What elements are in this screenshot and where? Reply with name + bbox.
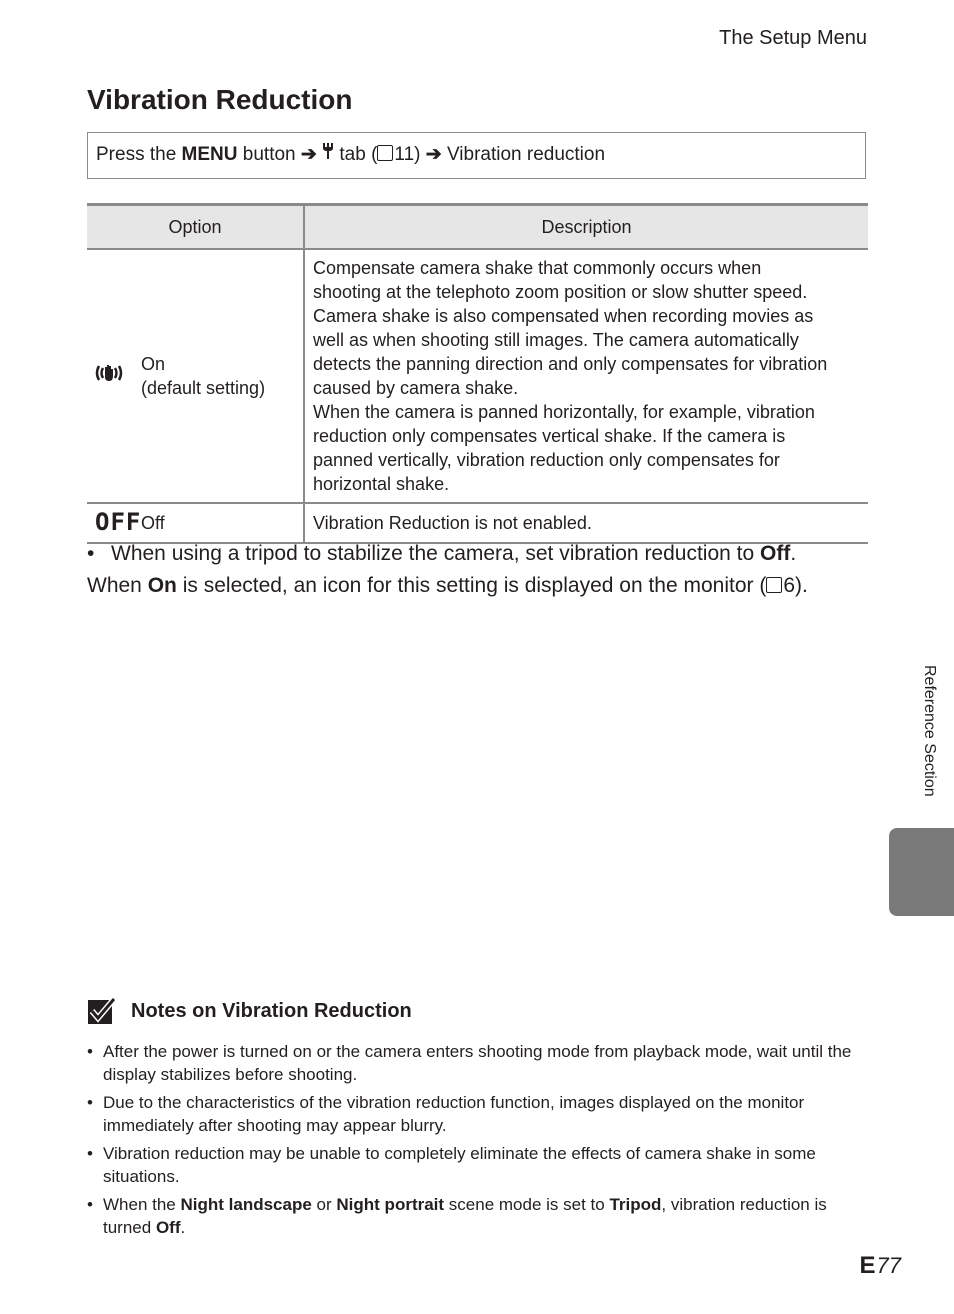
options-table [87,203,868,544]
note-text: Due to the characteristics of the vibration reduction function, images displayed on the monitor immediately after shooting may appear blurry. [103,1093,805,1135]
note-bold: Night portrait [336,1195,445,1214]
column-header-option: Option [87,205,304,250]
option-cell [87,249,304,503]
page-title: Vibration Reduction [87,84,353,115]
para-bold: On [147,574,177,597]
para-pre: When [87,574,142,597]
tripod-bullet [87,542,796,566]
menu-path-press: Press the [96,144,177,165]
list-item: • When the Night landscape or Night portrait scene mode is set to Tripod, vibration reduction is turned Off. [87,1195,827,1237]
option-label-on: On [141,354,166,374]
table-header-row [87,205,868,250]
menu-path-tab: tab ( [339,144,378,165]
menu-path-tab-ref: 11) [394,144,421,165]
list-item: • Due to the characteristics of the vibration reduction function, images displayed on the monitor immediately after shooting may appear blurry. [87,1093,805,1135]
menu-path-destination: Vibration reduction [446,144,606,165]
note-text: After the power is turned on or the camera enters shooting mode from playback mode, wait until the display stabilizes before shooting. [103,1042,852,1084]
note-text: When the [103,1195,176,1214]
menu-key-icon: MENU [181,144,238,165]
book-reference-icon [766,577,782,593]
note-text: Vibration reduction may be unable to completely eliminate the effects of camera shake in some situations. [103,1144,816,1186]
page-number-value: 77 [876,1253,901,1278]
list-item: • After the power is turned on or the camera enters shooting mode from playback mode, wait until the display stabilizes before shooting. [87,1042,852,1084]
description-line: shooting at the telephoto zoom position or slow shutter speed. [313,282,808,302]
option-cell [87,503,304,543]
description-line: Vibration Reduction is not enabled. [313,513,592,533]
e-section-icon: E [859,1252,876,1279]
arrow-icon: ➔ [300,144,317,165]
option-label-default: (default setting) [141,378,266,398]
note-bold: Night landscape [180,1195,312,1214]
list-item: • Vibration reduction may be unable to completely eliminate the effects of camera shake in some situations. [87,1144,816,1186]
column-header-description: Description [304,205,868,250]
description-line: horizontal shake. [313,474,450,494]
description-line: reduction only compensates vertical shake. If the camera is [313,426,786,446]
arrow-icon: ➔ [425,144,442,165]
page-number [860,1252,902,1280]
vibration-reduction-icon [87,362,141,390]
bullet-bold: Off [760,542,791,565]
note-bold: Off [155,1218,181,1237]
bullet-text: When using a tripod to stabilize the camera, set vibration reduction to [111,542,755,565]
note-text: . [180,1218,186,1237]
note-text: or [316,1195,332,1214]
table-row [87,249,868,503]
description-cell [304,503,868,543]
note-bold: Tripod [609,1195,662,1214]
off-icon-glyph: OFF [95,508,142,536]
bullet-end: . [790,542,797,565]
description-line: Compensate camera shake that commonly occurs when [313,258,762,278]
notes-title: Notes on Vibration Reduction [131,999,412,1022]
description-line: When the camera is panned horizontally, for example, vibration [313,402,815,422]
wrench-icon [322,144,339,165]
checkmark-icon [87,997,117,1025]
note-text: scene mode is set to [448,1195,605,1214]
description-line: detects the panning direction and only compensates for vibration [313,354,828,374]
off-icon [87,510,141,536]
para-mid: is selected, an icon for this setting is displayed on the monitor ( [182,574,767,597]
para-ref: 6). [783,574,808,597]
description-cell [304,249,868,503]
side-section-tab [889,828,954,916]
menu-path-button: button [242,144,296,165]
header-section-title: The Setup Menu [719,27,867,49]
option-label-off: Off [141,513,165,533]
table-row [87,503,868,543]
book-reference-icon [377,145,393,161]
notes-list [87,1040,867,1244]
notes-heading [87,997,412,1025]
description-line: well as when shooting still images. The camera automatically [313,330,799,350]
description-line: panned vertically, vibration reduction only compensates for [313,450,780,470]
description-line: caused by camera shake. [313,378,519,398]
menu-path-box [87,132,866,179]
note-text: , vibration reduction is turned [103,1195,827,1237]
icon-note-paragraph [87,574,808,598]
side-section-label: Reference Section [921,665,938,797]
bullet-dot: • [87,542,95,565]
description-line: Camera shake is also compensated when recording movies as [313,306,814,326]
